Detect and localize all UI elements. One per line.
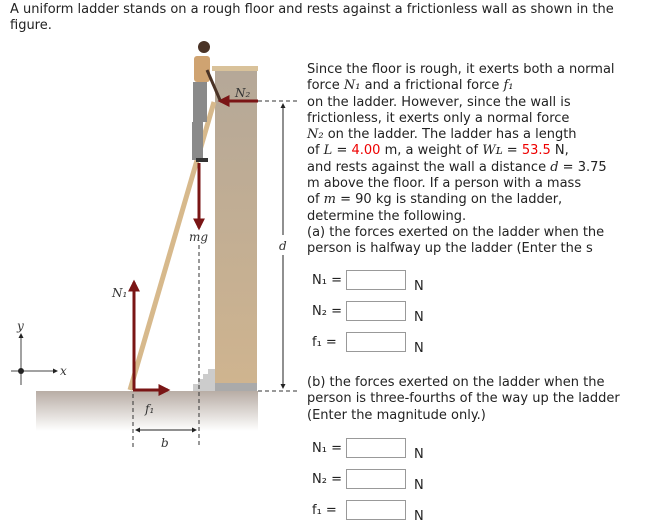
weight-value: 53.5	[521, 143, 551, 159]
n2-label: N₂ =	[312, 303, 342, 319]
part-a-n2-input[interactable]	[346, 301, 406, 321]
b-label: b	[161, 436, 169, 450]
part-b-text: (b) the forces exerted on the ladder when the person is three-fourths of the way up the ladder (Enter the magnitude only.)	[307, 375, 620, 423]
part-b-n1-row	[312, 436, 424, 460]
n2-label: N₂	[235, 86, 251, 100]
f1-label: f₁ =	[312, 502, 337, 518]
ladder-figure	[0, 0, 300, 526]
part-b-f1-row	[312, 498, 424, 522]
n1-label: N₁ =	[312, 440, 342, 456]
unit: N	[414, 340, 424, 356]
part-a-f1-input[interactable]	[346, 332, 406, 352]
n1-label: N₁ =	[312, 272, 342, 288]
part-b-n2-input[interactable]	[346, 469, 406, 489]
part-b-f1-input[interactable]	[346, 500, 406, 520]
unit: N	[414, 309, 424, 325]
d-label: d	[279, 239, 287, 253]
part-a-n1-row	[312, 268, 424, 292]
problem-intro: A uniform ladder stands on a rough floor and rests against a frictionless wall as shown in the figure.	[10, 2, 614, 33]
problem-text: Since the floor is rough, it exerts both a normal force N₁ and a frictional force f₁ on the ladder. However, since the wall is frictionless, it exerts only a normal force N₂ on the ladder. The ladder has a length of L = 4.00 m, a weight of Wʟ = 53.5 N, and rests against the wall a distance d = 3.75 m above the floor. If a person with a mass of m = 90 kg is standing on the ladder, determine the following. (a) the forces exerted on the ladder when the person is halfway up the ladder (Enter the s	[307, 62, 615, 257]
f1-label: f₁	[145, 402, 155, 416]
unit: N	[414, 278, 424, 294]
part-a-n2-row	[312, 299, 424, 323]
n1-label: N₁	[112, 286, 128, 300]
part-b-n1-input[interactable]	[346, 438, 406, 458]
unit: N	[414, 446, 424, 462]
part-a-f1-row	[312, 330, 424, 354]
unit: N	[414, 508, 424, 524]
y-axis-label: y	[17, 319, 24, 333]
mg-label: mg	[189, 230, 209, 244]
part-b-n2-row	[312, 467, 424, 491]
x-axis-label: x	[60, 364, 67, 378]
unit: N	[414, 477, 424, 493]
f1-label: f₁ =	[312, 334, 337, 350]
n2-label: N₂ =	[312, 471, 342, 487]
part-a-n1-input[interactable]	[346, 270, 406, 290]
length-value: 4.00	[351, 143, 381, 159]
wall	[215, 70, 257, 383]
